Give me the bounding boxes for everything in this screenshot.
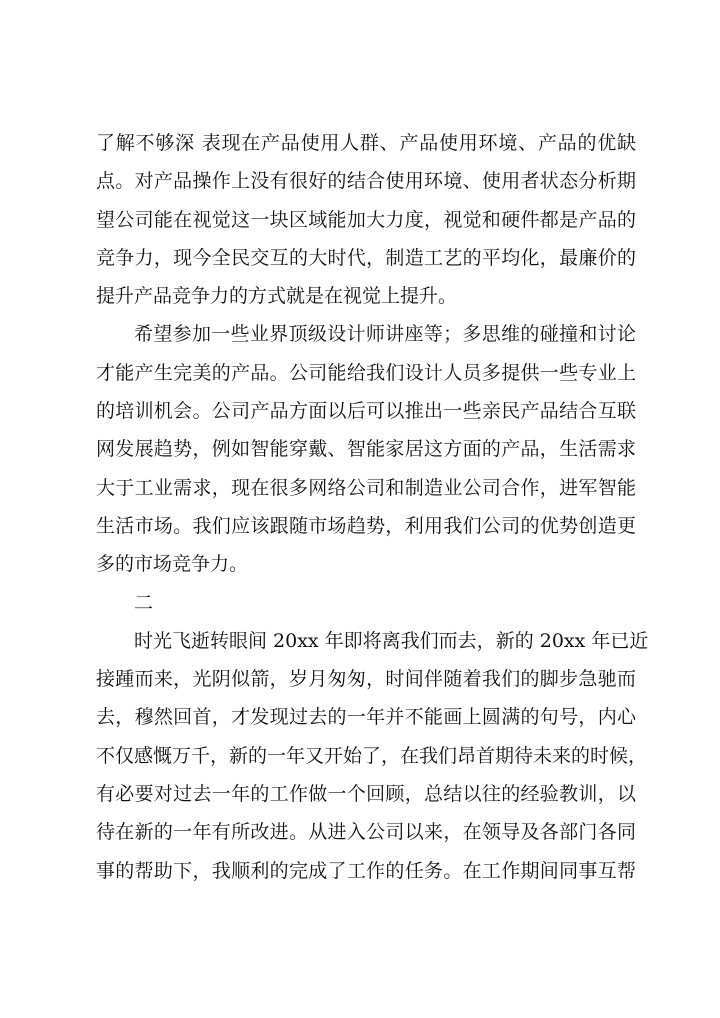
text-line: 不仅感慨万千，新的一年又开始了，在我们昂首期待未来的时候， — [96, 744, 648, 767]
text-line: 多的市场竞争力。 — [96, 553, 249, 576]
text-line: 大于工业需求，现在很多网络公司和制造业公司合作，进军智能 — [96, 476, 636, 499]
text-line: 提升产品竞争力的方式就是在视觉上提升。 — [96, 285, 458, 308]
paragraph-first-line: 希望参加一些业界顶级设计师讲座等；多思维的碰撞和讨论 — [134, 323, 636, 346]
text-line: 的培训机会。公司产品方面以后可以推出一些亲民产品结合互联 — [96, 400, 636, 423]
text-line: 生活市场。我们应该跟随市场趋势，利用我们公司的优势创造更 — [96, 514, 636, 537]
text-line: 待在新的一年有所改进。从进入公司以来，在领导及各部门各同 — [96, 821, 636, 844]
document-body — [96, 124, 649, 890]
text-line: 事的帮助下，我顺利的完成了工作的任务。在工作期间同事互帮 — [96, 859, 636, 882]
text-line: 网发展趋势，例如智能穿戴、智能家居这方面的产品，生活需求 — [96, 438, 636, 461]
section-heading: 二 — [134, 591, 154, 614]
text-line: 了解不够深 表现在产品使用人群、产品使用环境、产品的优缺 — [96, 132, 636, 154]
paragraph-first-line: 时光飞逝转眼间 20xx 年即将离我们而去，新的 20xx 年已近 — [134, 629, 649, 652]
text-line: 去，穆然回首，才发现过去的一年并不能画上圆满的句号，内心 — [96, 706, 636, 729]
text-line: 有必要对过去一年的工作做一个回顾，总结以往的经验教训，以 — [96, 783, 636, 806]
text-line: 竞争力，现今全民交互的大时代，制造工艺的平均化，最廉价的 — [96, 246, 636, 269]
text-line: 才能产生完美的产品。公司能给我们设计人员多提供一些专业上 — [96, 361, 636, 384]
text-line: 望公司能在视觉这一块区域能加大力度，视觉和硬件都是产品的 — [96, 208, 636, 231]
text-line: 接踵而来，光阴似箭，岁月匆匆，时间伴随着我们的脚步急驰而 — [96, 668, 636, 691]
text-line: 点。对产品操作上没有很好的结合使用环境、使用者状态分析期 — [96, 170, 636, 193]
